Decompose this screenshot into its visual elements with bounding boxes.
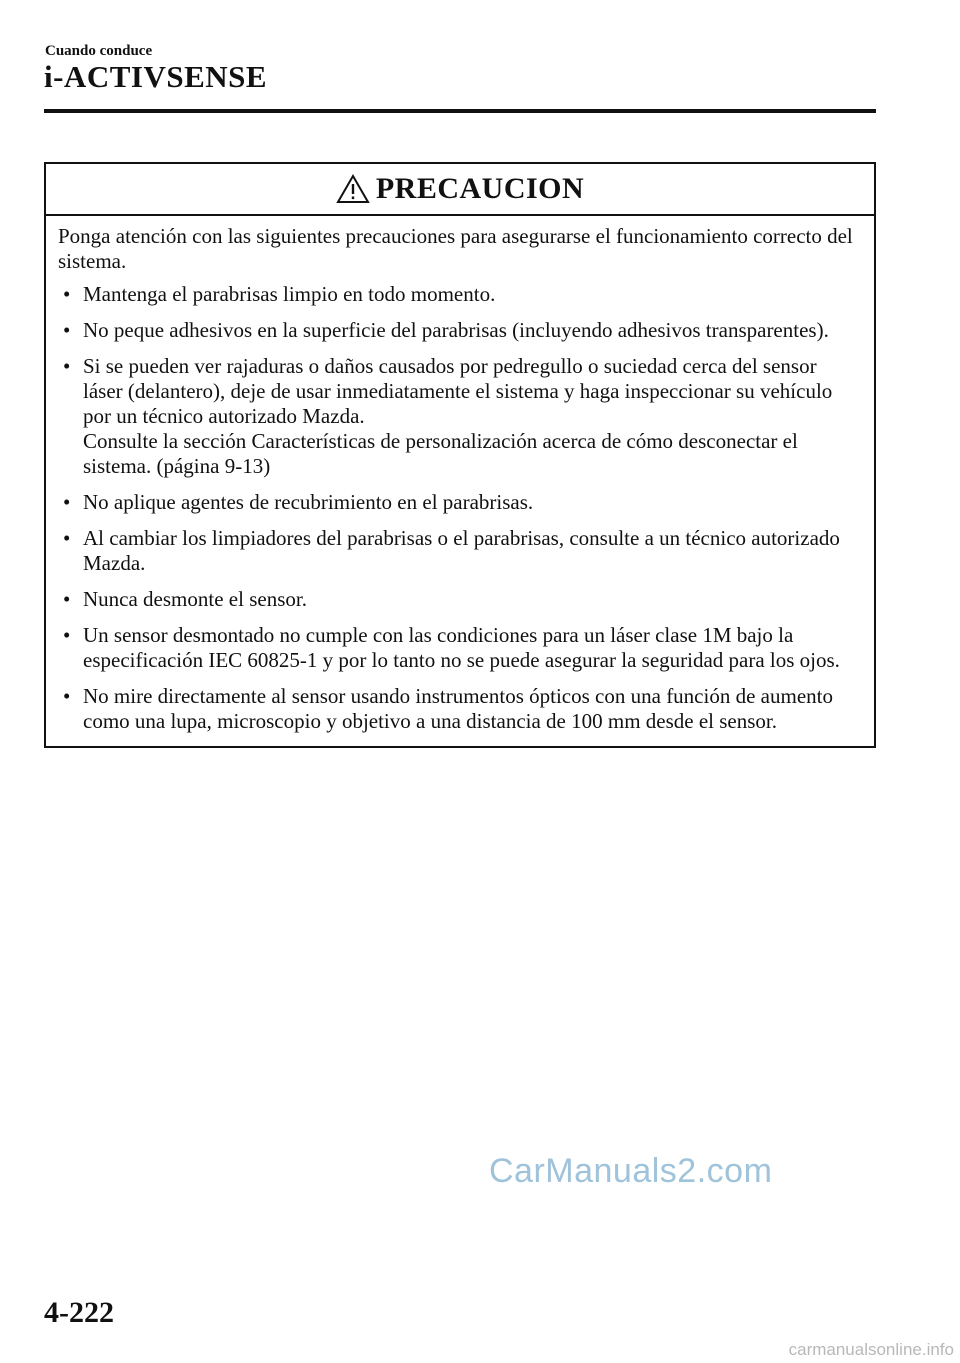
bullet: • <box>63 490 71 514</box>
list-item-text: Al cambiar los limpiadores del parabrisas o el parabrisas, consulte a un técnico autorizado Mazda. <box>83 526 840 575</box>
caution-intro: Ponga atención con las siguientes precauciones para asegurarse el funcionamiento correcto del sistema. <box>58 224 853 273</box>
warning-triangle-icon <box>336 174 370 204</box>
list-item <box>58 623 856 673</box>
bullet: • <box>63 587 71 611</box>
bullet: • <box>63 623 71 647</box>
list-item <box>58 354 856 479</box>
bullet: • <box>63 282 71 306</box>
list-item <box>58 587 856 612</box>
list-item-text: Mantenga el parabrisas limpio en todo momento. <box>83 282 496 306</box>
list-item-text: Si se pueden ver rajaduras o daños causados por pedregullo o suciedad cerca del sensor láser (delantero), deje de usar inmediatamente el sistema y haga inspeccionar su vehículo por un técnico autorizado Mazda. <box>83 354 833 428</box>
caution-body <box>46 216 874 746</box>
list-item <box>58 318 856 343</box>
list-item <box>58 282 856 307</box>
bullet: • <box>63 526 71 550</box>
bullet: • <box>63 354 71 378</box>
list-item <box>58 490 856 515</box>
bullet: • <box>63 318 71 342</box>
caution-list <box>58 282 856 734</box>
caution-box <box>44 162 876 748</box>
bullet: • <box>63 684 71 708</box>
list-item <box>58 526 856 576</box>
header-divider <box>44 109 876 113</box>
page-number: 4-222 <box>44 1296 114 1329</box>
list-item-text: Nunca desmonte el sensor. <box>83 587 307 611</box>
caution-title: PRECAUCION <box>375 172 585 205</box>
caution-header <box>46 164 874 216</box>
watermark: CarManuals2.com <box>489 1152 773 1190</box>
list-item-note: Consulte la sección Características de personalización acerca de cómo desconectar el sistema. (página 9-13) <box>83 429 798 478</box>
list-item <box>58 684 856 734</box>
list-item-text: No mire directamente al sensor usando instrumentos ópticos con una función de aumento como una lupa, microscopio y objetivo a una distancia de 100 mm desde el sensor. <box>83 684 833 733</box>
list-item-text: Un sensor desmontado no cumple con las condiciones para un láser clase 1M bajo la especificación IEC 60825-1 y por lo tanto no se puede asegurar la seguridad para los ojos. <box>83 623 840 672</box>
list-item-text: No peque adhesivos en la superficie del parabrisas (incluyendo adhesivos transparentes). <box>83 318 829 342</box>
list-item-text: No aplique agentes de recubrimiento en el parabrisas. <box>83 490 534 514</box>
footer-watermark: carmanualsonline.info <box>788 1340 954 1359</box>
chapter-title: i-ACTIVSENSE <box>44 59 268 94</box>
section-label: Cuando conduce <box>45 43 153 59</box>
